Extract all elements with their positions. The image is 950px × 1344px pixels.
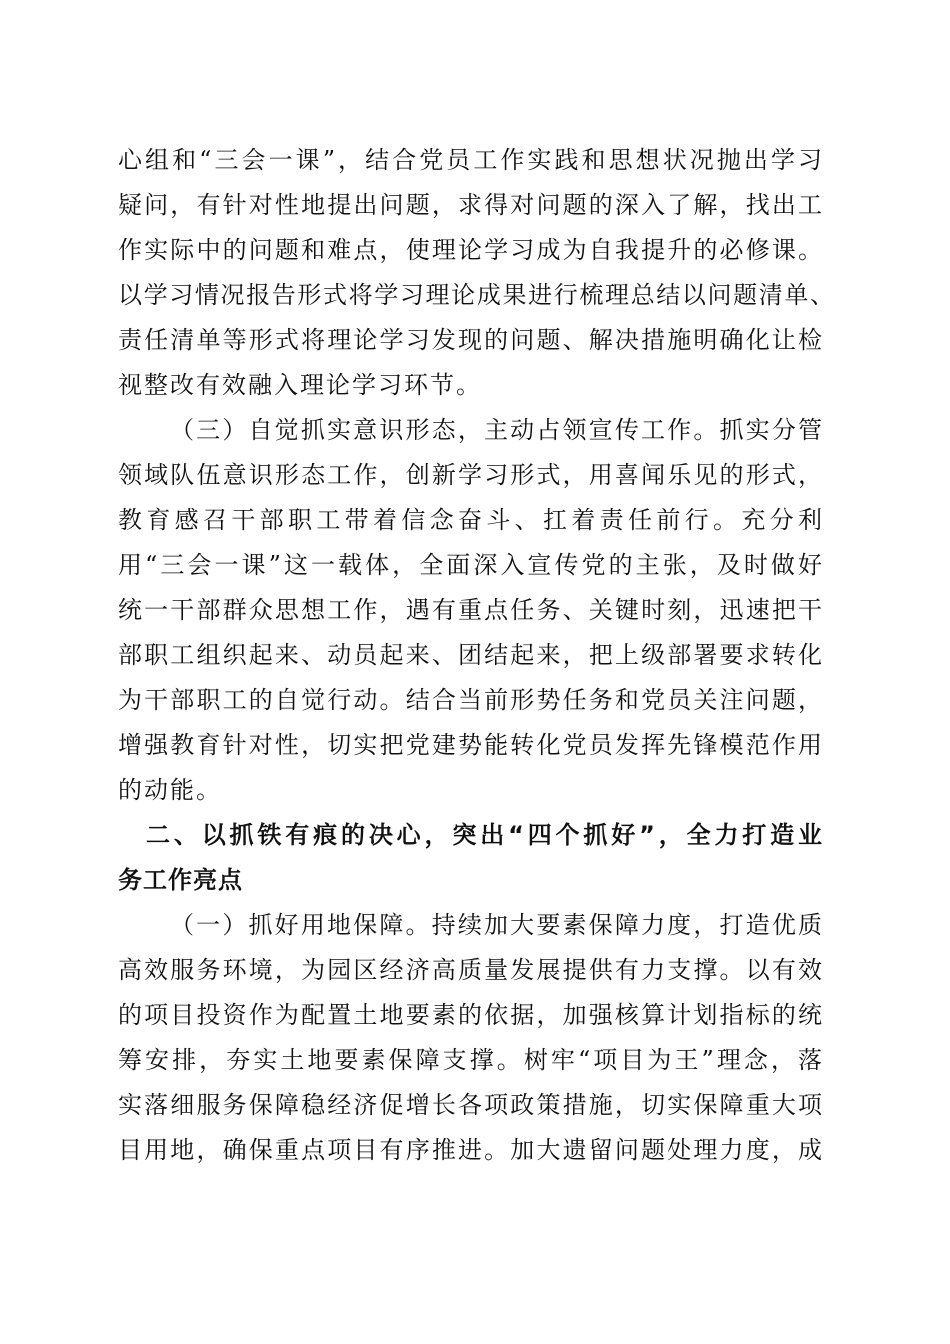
text-line: 作实际中的问题和难点，使理论学习成为自我提升的必修课。 <box>118 236 822 264</box>
text-line: 教育感召干部职工带着信念奋斗、扛着责任前行。充分利 <box>118 506 822 534</box>
text-line: 为干部职工的自觉行动。结合当前形势任务和党员关注问题， <box>118 686 822 714</box>
text-line: 以学习情况报告形式将学习理论成果进行梳理总结以问题清单、 <box>118 281 834 309</box>
text-line: 用“三会一课”这一载体，全面深入宣传党的主张，及时做好 <box>118 551 822 579</box>
section-subheading-line: （一）抓好用地保障。持续加大要素保障力度，打造优质 <box>170 911 822 939</box>
text-line: 统一干部群众思想工作，遇有重点任务、关键时刻，迅速把干 <box>118 596 822 624</box>
section-heading: 二、以抓铁有痕的决心，突出“四个抓好”，全力打造业 <box>146 821 822 849</box>
text-line: 领域队伍意识形态工作，创新学习形式，用喜闻乐见的形式， <box>118 461 822 489</box>
section-heading: 务工作亮点 <box>118 866 243 894</box>
text-line: 实落细服务保障稳经济促增长各项政策措施，切实保障重大项 <box>118 1091 822 1119</box>
text-line: 疑问，有针对性地提出问题，求得对问题的深入了解，找出工 <box>118 191 822 219</box>
text-line: 的项目投资作为配置土地要素的依据，加强核算计划指标的统 <box>118 1001 822 1029</box>
text-line: 筹安排，夯实土地要素保障支撑。树牢“项目为王”理念，落 <box>118 1046 822 1074</box>
text-line: 目用地，确保重点项目有序推进。加大遗留问题处理力度，成 <box>118 1136 822 1164</box>
text-line: 的动能。 <box>118 776 222 804</box>
text-line: 心组和“三会一课”，结合党员工作实践和思想状况抛出学习 <box>118 146 822 174</box>
text-line: 增强教育针对性，切实把党建势能转化党员发挥先锋模范作用 <box>118 731 822 759</box>
text-line: 视整改有效融入理论学习环节。 <box>118 371 482 399</box>
text-line: 责任清单等形式将理论学习发现的问题、解决措施明确化让检 <box>118 326 822 354</box>
text-line: 部职工组织起来、动员起来、团结起来，把上级部署要求转化 <box>118 641 822 669</box>
text-line: 高效服务环境，为园区经济高质量发展提供有力支撑。以有效 <box>118 956 822 984</box>
section-subheading-line: （三）自觉抓实意识形态，主动占领宣传工作。抓实分管 <box>170 416 822 444</box>
